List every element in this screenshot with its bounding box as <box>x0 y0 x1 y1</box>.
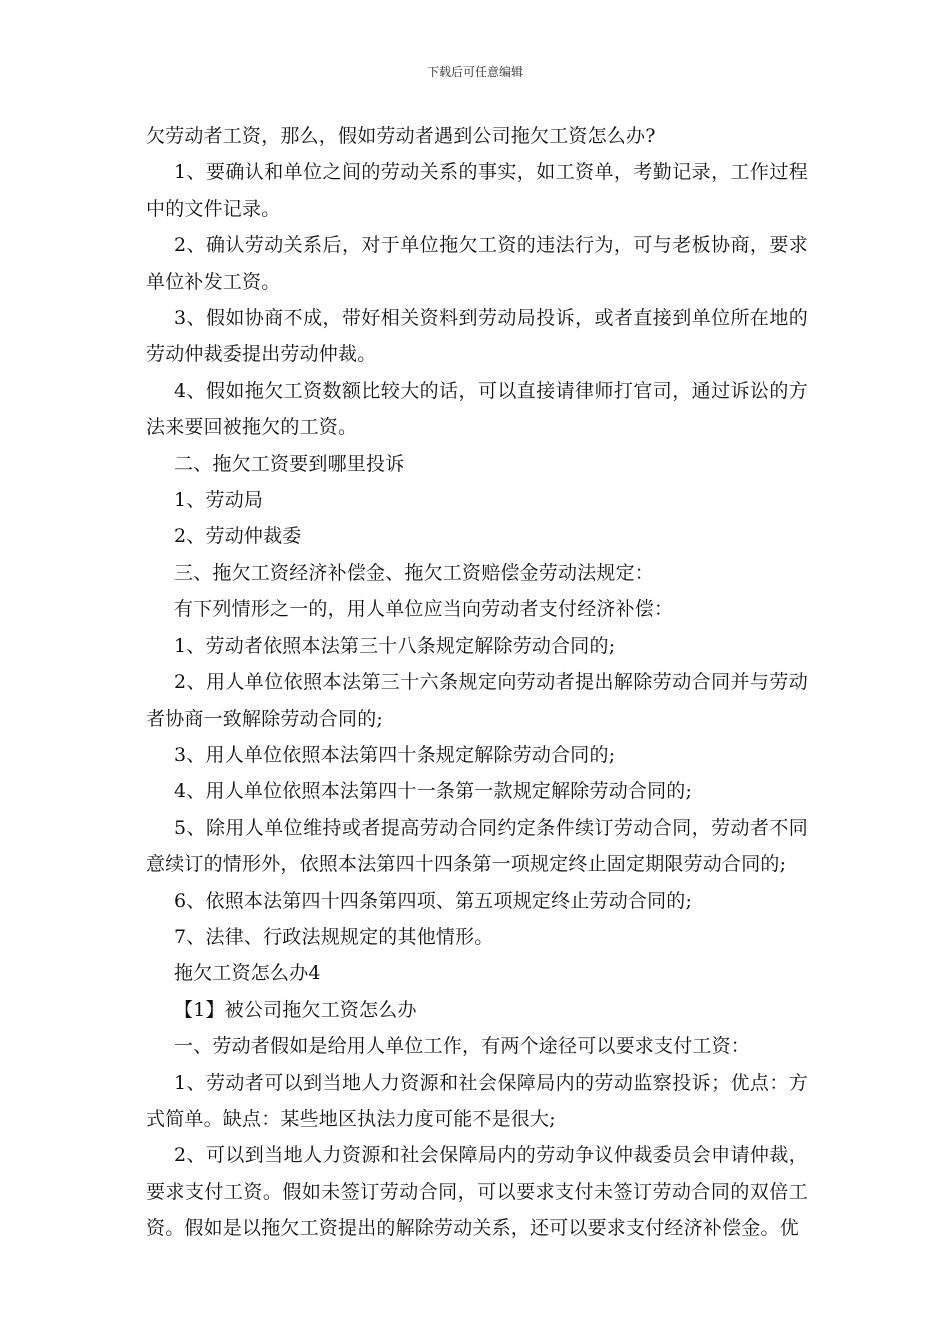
section-heading: 二、拖欠工资要到哪里投诉 <box>174 452 405 475</box>
paragraph: 欠劳动者工资，那么，假如劳动者遇到公司拖欠工资怎么办? <box>146 125 656 147</box>
document-body <box>146 118 808 1247</box>
list-item: 1、劳动者依照本法第三十八条规定解除劳动合同的; <box>174 634 616 657</box>
list-item: 2、可以到当地人力资源和社会保障局内的劳动争议仲裁委员会申请仲裁，要求支付工资。假如未签订劳动合同，可以要求支付未签订劳动合同的双倍工资。假如是以拖欠工资提出的解除劳动关系，还可以要求支付经济补偿金。优 <box>146 1144 808 1240</box>
paragraph: 4、假如拖欠工资数额比较大的话，可以直接请律师打官司，通过诉讼的方法来要回被拖欠的工资。 <box>146 379 808 439</box>
list-item: 5、除用人单位维持或者提高劳动合同约定条件续订劳动合同，劳动者不同意续订的情形外，依照本法第四十四条第一项规定终止固定期限劳动合同的; <box>146 816 808 876</box>
section-heading: 【1】被公司拖欠工资怎么办 <box>174 998 417 1021</box>
page-header: 下载后可任意编辑 <box>426 65 523 79</box>
paragraph: 3、假如协商不成，带好相关资料到劳动局投诉，或者直接到单位所在地的劳动仲裁委提出劳动仲裁。 <box>146 307 808 366</box>
list-item: 1、劳动局 <box>174 489 264 512</box>
list-item: 4、用人单位依照本法第四十一条第一款规定解除劳动合同的; <box>174 780 693 803</box>
section-title: 拖欠工资怎么办4 <box>174 962 321 985</box>
list-item: 7、法律、行政法规规定的其他情形。 <box>174 925 494 948</box>
paragraph: 一、劳动者假如是给用人单位工作，有两个途径可以要求支付工资： <box>174 1035 751 1058</box>
paragraph: 有下列情形之一的，用人单位应当向劳动者支付经济补偿： <box>174 598 674 621</box>
list-item: 1、劳动者可以到当地人力资源和社会保障局内的劳动监察投诉；优点：方式简单。缺点：某些地区执法力度可能不是很大; <box>146 1071 808 1130</box>
list-item: 2、劳动仲裁委 <box>174 525 302 548</box>
paragraph: 1、要确认和单位之间的劳动关系的事实，如工资单，考勤记录，工作过程中的文件记录。 <box>146 161 808 220</box>
paragraph: 2、确认劳动关系后，对于单位拖欠工资的违法行为，可与老板协商，要求单位补发工资。 <box>146 234 808 293</box>
list-item: 2、用人单位依照本法第三十六条规定向劳动者提出解除劳动合同并与劳动者协商一致解除劳动合同的; <box>146 671 808 730</box>
list-item: 3、用人单位依照本法第四十条规定解除劳动合同的; <box>174 743 616 766</box>
section-heading: 三、拖欠工资经济补偿金、拖欠工资赔偿金劳动法规定： <box>174 561 655 584</box>
list-item: 6、依照本法第四十四条第四项、第五项规定终止劳动合同的; <box>174 889 693 912</box>
